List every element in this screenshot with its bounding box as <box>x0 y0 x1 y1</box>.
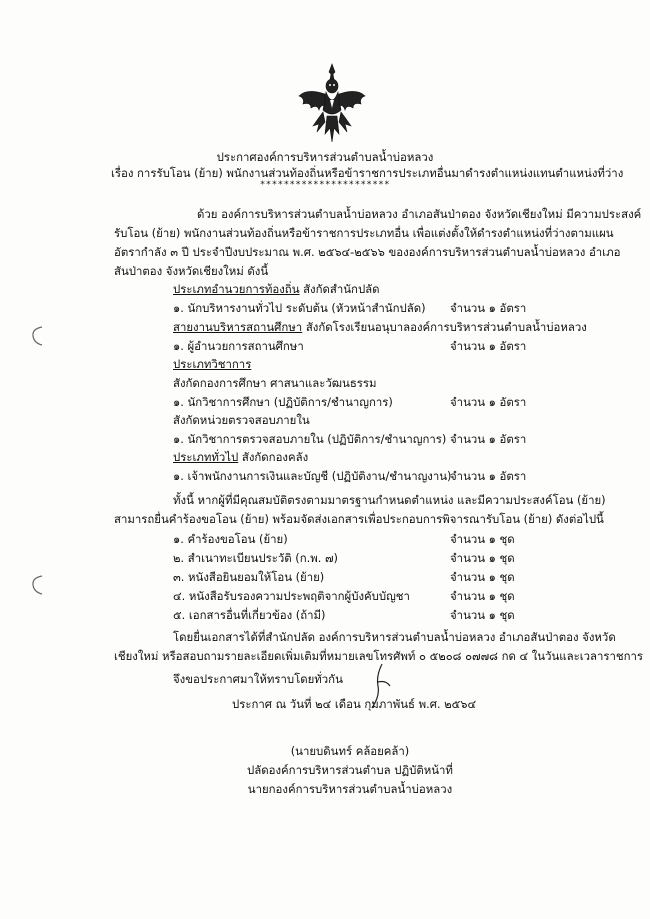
group-heading: ประเภทวิชาการ <box>173 357 252 371</box>
group-department: สังกัดกองการศึกษา ศาสนาและวัฒนธรรม <box>173 376 377 390</box>
document-item: ๒. สำเนาทะเบียนประวัติ (ก.พ. ๗) <box>173 551 338 565</box>
document-count: จำนวน ๑ ชุด <box>450 608 515 622</box>
requirements-line: สามารถยื่นคำร้องขอโอน (ย้าย) พร้อมจัดส่งเอกสารเพื่อประกอบการพิจารณารับโอน (ย้าย) ดังต่อไปนี้ <box>114 512 604 526</box>
separator-stars: ********************** <box>259 180 391 190</box>
group-heading: สายงานบริหารสถานศึกษา <box>173 320 303 334</box>
submission-line: เชียงใหม่ หรือสอบถามรายละเอียดเพิ่มเติมที่หมายเลขโทรศัพท์ ๐ ๕๒๐๘ ๐๗๗๘ กด ๔ ในวันและเวลาราชการ <box>114 649 644 663</box>
position-count: จำนวน ๑ อัตรา <box>450 339 527 353</box>
position-item: ๑. เจ้าพนักงานการเงินและบัญชี (ปฏิบัติงาน/ชำนาญงาน) <box>173 469 452 483</box>
signature-icon <box>360 662 400 712</box>
group-heading: ประเภททั่วไป <box>173 450 239 464</box>
punch-hole-icon <box>30 574 46 596</box>
intro-line: สันป่าตอง จังหวัดเชียงใหม่ ดังนี้ <box>114 264 269 278</box>
position-item: ๑. ผู้อำนวยการสถานศึกษา <box>173 339 304 353</box>
signatory-role: นายกองค์การบริหารส่วนตำบลน้ำบ่อหลวง <box>247 782 453 796</box>
group-department: สังกัดกองคลัง <box>241 450 309 464</box>
document-count: จำนวน ๑ ชุด <box>450 532 515 546</box>
signatory-name: (นายบดินทร์ คล้อยคล้า) <box>290 744 410 758</box>
intro-line: อัตรากำลัง ๓ ปี ประจำปีงบประมาณ พ.ศ. ๒๕๖๔-๒๕๖๖ ขององค์การบริหารส่วนตำบลน้ำบ่อหลวง อำเภอ <box>114 245 621 259</box>
intro-line: ด้วย องค์การบริหารส่วนตำบลน้ำบ่อหลวง อำเภอสันป่าตอง จังหวัดเชียงใหม่ มีความประสงค์ <box>197 207 642 221</box>
group-department: สังกัดหน่วยตรวจสอบภายใน <box>173 413 310 427</box>
group-department: สังกัดโรงเรียนอนุบาลองค์การบริหารส่วนตำบลน้ำบ่อหลวง <box>305 320 587 334</box>
position-count: จำนวน ๑ อัตรา <box>450 469 527 483</box>
document-count: จำนวน ๑ ชุด <box>450 570 515 584</box>
position-count: จำนวน ๑ อัตรา <box>450 301 527 315</box>
subject-line: เรื่อง การรับโอน (ย้าย) พนักงานส่วนท้องถิ่นหรือข้าราชการประเภทอื่นมาดำรงตำแหน่งแทนตำแหน่งที่ว่าง <box>111 166 624 180</box>
document-item: ๕. เอกสารอื่นที่เกี่ยวข้อง (ถ้ามี) <box>173 608 326 622</box>
garuda-emblem-icon <box>297 62 367 144</box>
position-count: จำนวน ๑ อัตรา <box>450 395 527 409</box>
document-item: ๔. หนังสือรับรองความประพฤติจากผู้บังคับบัญชา <box>173 589 410 603</box>
position-count: จำนวน ๑ อัตรา <box>450 432 527 446</box>
position-group <box>173 320 587 334</box>
document-item: ๓. หนังสือยินยอมให้โอน (ย้าย) <box>173 570 325 584</box>
group-heading: ประเภทอำนวยการท้องถิ่น <box>173 282 300 296</box>
document-count: จำนวน ๑ ชุด <box>450 551 515 565</box>
position-item: ๑. นักวิชาการตรวจสอบภายใน (ปฏิบัติการ/ชำนาญการ) <box>173 432 447 446</box>
submission-line: โดยยื่นเอกสารได้ที่สำนักปลัด องค์การบริหารส่วนตำบลน้ำบ่อหลวง อำเภอสันป่าตอง จังหวัด <box>173 630 616 644</box>
document-count: จำนวน ๑ ชุด <box>450 589 515 603</box>
announcement-title: ประกาศองค์การบริหารส่วนตำบลน้ำบ่อหลวง <box>216 150 434 164</box>
punch-hole-icon <box>30 325 46 347</box>
announcement-date: ประกาศ ณ วันที่ ๒๔ เดือน กุมภาพันธ์ พ.ศ. ๒๕๖๔ <box>232 697 477 711</box>
position-item: ๑. นักวิชาการศึกษา (ปฏิบัติการ/ชำนาญการ) <box>173 395 393 409</box>
position-group <box>173 282 380 296</box>
position-item: ๑. นักบริหารงานทั่วไป ระดับต้น (หัวหน้าสำนักปลัด) <box>173 301 426 315</box>
position-group <box>173 450 308 464</box>
group-department: สังกัดสำนักปลัด <box>303 282 380 296</box>
intro-line: รับโอน (ย้าย) พนักงานส่วนท้องถิ่นหรือข้าราชการประเภทอื่น เพื่อแต่งตั้งให้ดำรงตำแหน่งที่ว่างตามแผน <box>114 226 614 240</box>
signatory-role: ปลัดองค์การบริหารส่วนตำบล ปฏิบัติหน้าที่ <box>247 763 453 777</box>
document-item: ๑. คำร้องขอโอน (ย้าย) <box>173 532 288 546</box>
requirements-line: ทั้งนี้ หากผู้ที่มีคุณสมบัติตรงตามมาตรฐานกำหนดตำแหน่ง และมีความประสงค์โอน (ย้าย) <box>173 493 606 507</box>
closing-announcement: จึงขอประกาศมาให้ทราบโดยทั่วกัน <box>173 672 343 686</box>
